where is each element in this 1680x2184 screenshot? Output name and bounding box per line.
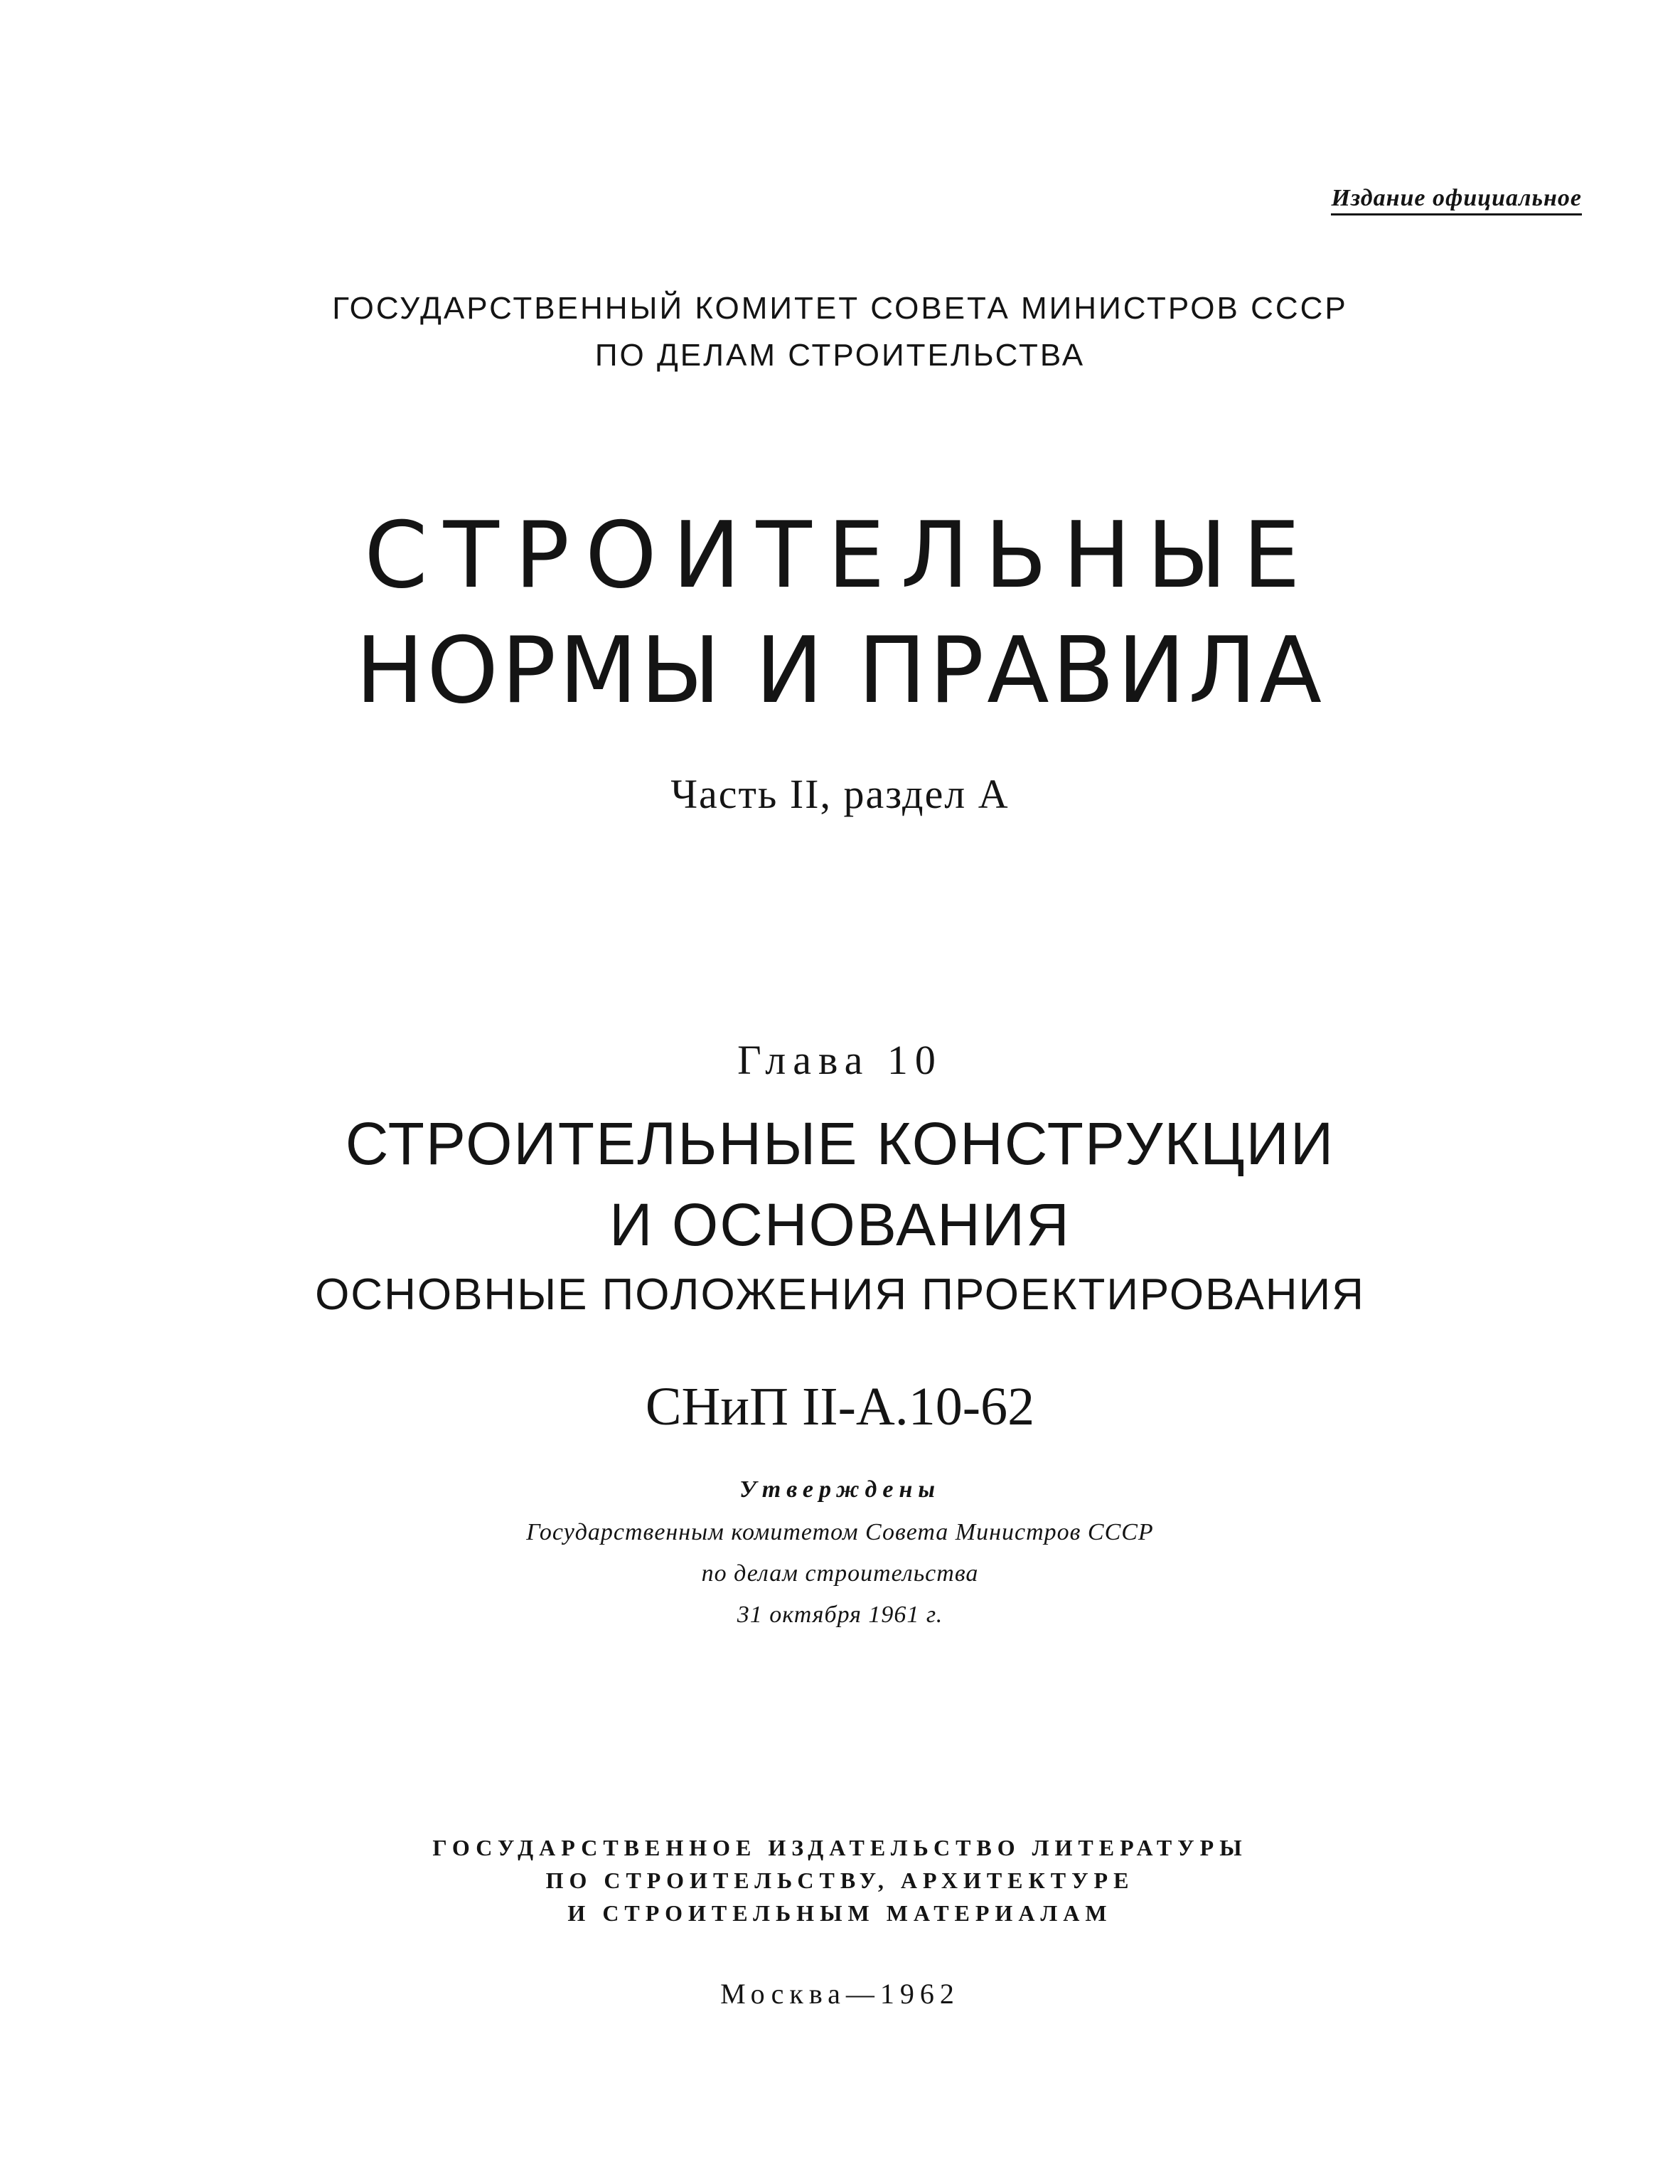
chapter-title-line-1: СТРОИТЕЛЬНЫЕ КОНСТРУКЦИИ — [345, 1110, 1335, 1177]
approval-heading: Утверждены — [739, 1476, 941, 1503]
publisher-line-2: ПО СТРОИТЕЛЬСТВУ, АРХИТЕКТУРЕ — [545, 1868, 1135, 1893]
chapter-title-line-2: И ОСНОВАНИЯ — [609, 1191, 1071, 1258]
city-year: Москва—1962 — [720, 1978, 960, 2010]
publisher-line-3: И СТРОИТЕЛЬНЫМ МАТЕРИАЛАМ — [567, 1900, 1113, 1926]
chapter-subtitle: ОСНОВНЫЕ ПОЛОЖЕНИЯ ПРОЕКТИРОВАНИЯ — [315, 1270, 1365, 1319]
approval-line-2: Государственным комитетом Совета Министров СССР — [526, 1519, 1154, 1545]
committee-line-2: ПО ДЕЛАМ СТРОИТЕЛЬСТВА — [594, 338, 1086, 373]
committee-line-1: ГОСУДАРСТВЕННЫЙ КОМИТЕТ СОВЕТА МИНИСТРОВ СССР — [332, 291, 1348, 326]
approval-line-3: по делам строительства — [701, 1560, 979, 1587]
main-title-line-1: СТРОИТЕЛЬНЫЕ — [364, 503, 1316, 609]
approval-date: 31 октября 1961 г. — [737, 1602, 943, 1628]
document-code: СНиП II-А.10-62 — [645, 1377, 1035, 1437]
official-edition-label: Издание официальное — [1331, 186, 1582, 215]
main-title-line-2: НОРМЫ И ПРАВИЛА — [355, 618, 1325, 724]
publisher-line-1: ГОСУДАРСТВЕННОЕ ИЗДАТЕЛЬСТВО ЛИТЕРАТУРЫ — [432, 1835, 1248, 1860]
chapter-label: Глава 10 — [737, 1037, 943, 1083]
part-section-label: Часть II, раздел А — [670, 771, 1010, 817]
